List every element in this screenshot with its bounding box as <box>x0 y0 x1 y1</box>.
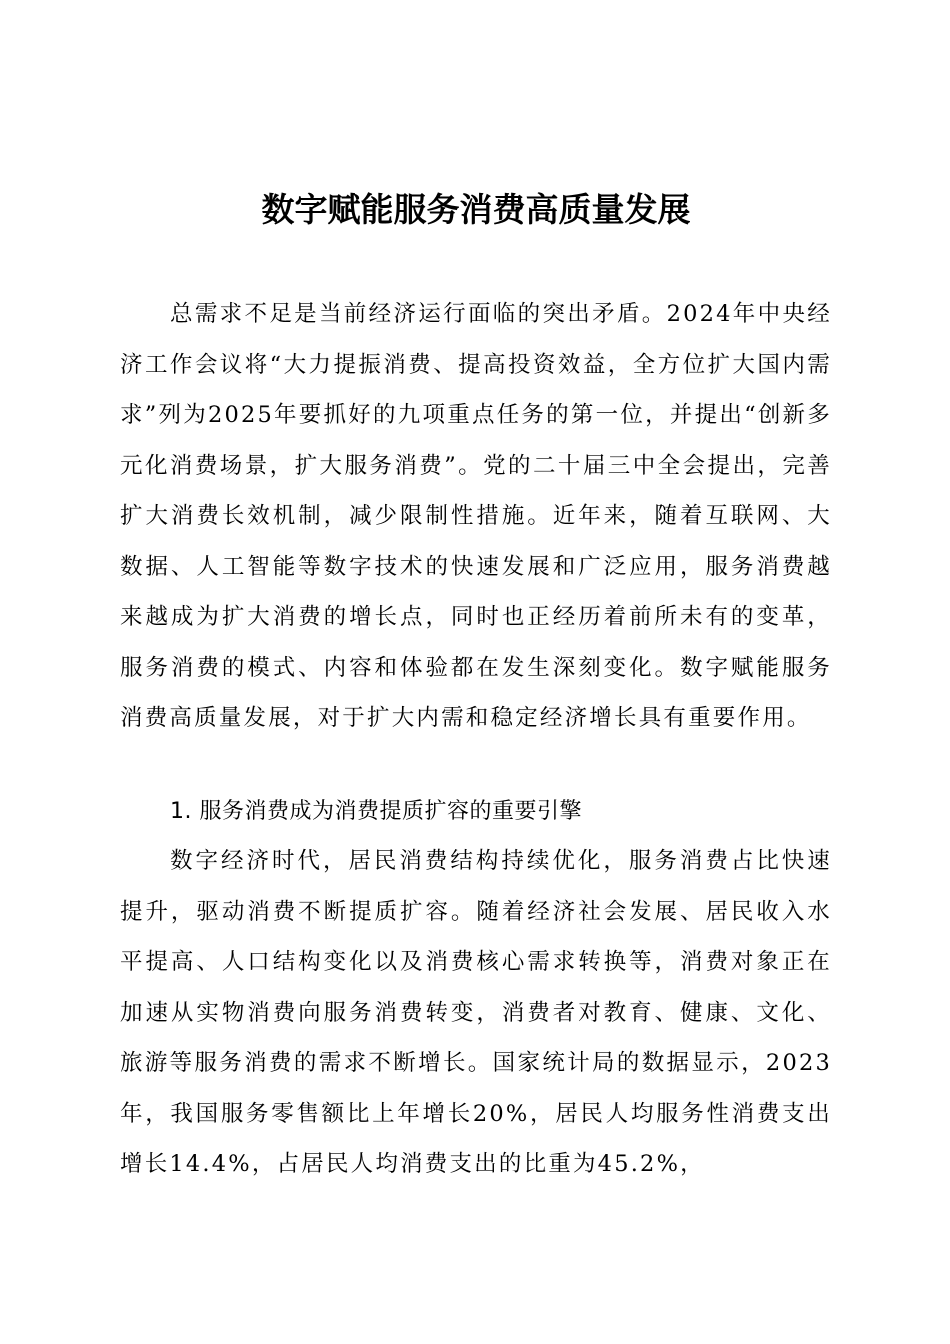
document-title: 数字赋能服务消费高质量发展 <box>261 190 691 229</box>
paragraph-intro: 总需求不足是当前经济运行面临的突出矛盾。2024年中央经济工作会议将“大力提振消费、提高投资效益，全方位扩大国内需求”列为2025年要抓好的九项重点任务的第一位，并提出“创新多元化消费场景，扩大服务消费”。党的二十届三中全会提出，完善扩大消费长效机制，减少限制性措施。近年来，随着互联网、大数据、人工智能等数字技术的快速发展和广泛应用，服务消费越来越成为扩大消费的增长点，同时也正经历着前所未有的变革，服务消费的模式、内容和体验都在发生深刻变化。数字赋能服务消费高质量发展，对于扩大内需和稳定经济增长具有重要作用。 <box>120 301 832 731</box>
paragraph-section-1: 数字经济时代，居民消费结构持续优化，服务消费占比快速提升，驱动消费不断提质扩容。随着经济社会发展、居民收入水平提高、人口结构变化以及消费核心需求转换等，消费对象正在加速从实物消费向服务消费转变，消费者对教育、健康、文化、旅游等服务消费的需求不断增长。国家统计局的数据显示，2023年，我国服务零售额比上年增长20%，居民人均服务性消费支出增长14.4%，占居民人均消费支出的比重为45.2%， <box>120 848 832 1177</box>
section-heading-1: 1. 服务消费成为消费提质扩容的重要引擎 <box>170 799 582 824</box>
